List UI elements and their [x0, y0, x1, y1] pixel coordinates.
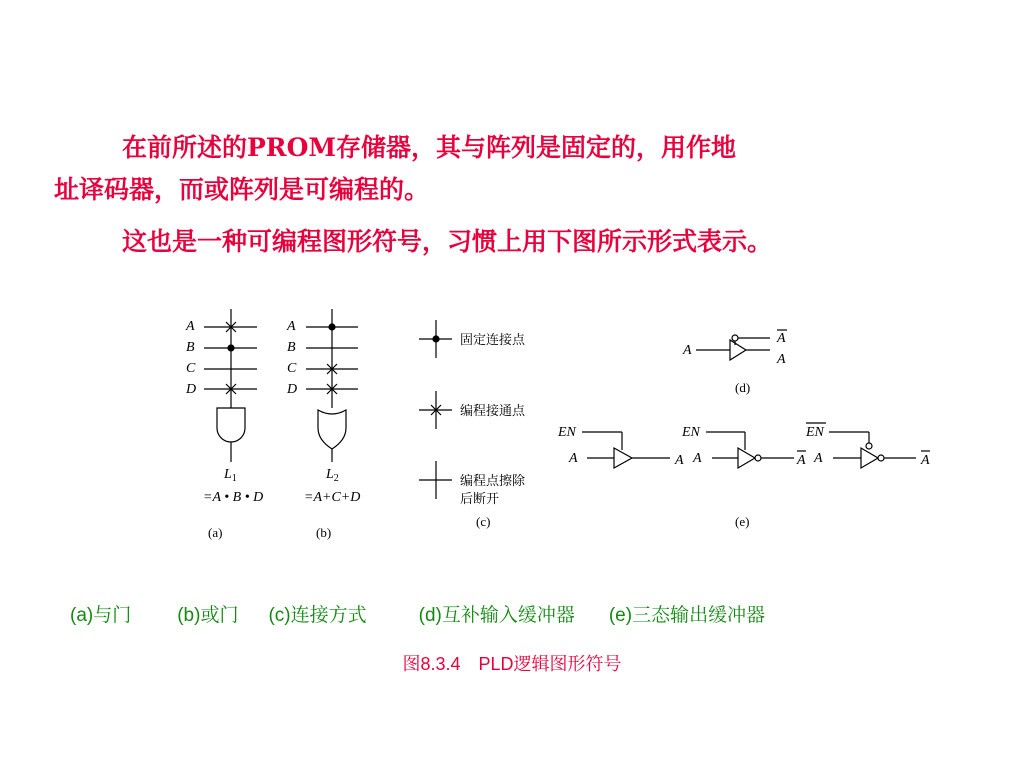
input-c-label-b: C [287, 361, 297, 376]
legend-d: (d)互补输入缓冲器 [418, 605, 575, 626]
intro-line-1: 在前所述的PROM存储器，其与阵列是固定的，用作地 [122, 133, 737, 162]
input-b-label-b: B [287, 340, 296, 355]
tristate3-input-label: A [814, 451, 823, 466]
buffer-true-output-label: A [777, 352, 786, 367]
tag-b: (b) [316, 525, 332, 540]
legend-b: (b)或门 [177, 605, 239, 626]
legend-a: (a)与门 [70, 605, 132, 626]
tristate3-enable-bar-label: EN [806, 425, 824, 440]
tristate3-output-label: A [921, 453, 930, 468]
input-a-label-a: A [186, 319, 195, 334]
complement-buffer-figure [696, 330, 787, 360]
tristate1-input-label: A [569, 451, 578, 466]
legend-e: (e)三态输出缓冲器 [608, 605, 766, 626]
legend-c: (c)连接方式 [268, 605, 367, 626]
tag-a: (a) [208, 525, 223, 540]
or-expression: =A+C+D [304, 490, 361, 505]
tristate1-enable-label: EN [558, 425, 576, 440]
input-d-label-a: D [186, 382, 197, 397]
tag-e: (e) [735, 514, 750, 529]
tristate2-enable-label: EN [682, 425, 700, 440]
figure-caption: 图8.3.4 PLD逻辑图形符号 [402, 654, 622, 674]
programmed-connection-label: 编程接通点 [460, 403, 526, 418]
erased-connection-label-1: 编程点擦除 [460, 473, 526, 488]
tag-c: (c) [476, 514, 491, 529]
fixed-connection-label: 固定连接点 [460, 332, 526, 347]
intro-line-3: 这也是一种可编程图形符号，习惯上用下图所示形式表示。 [122, 227, 773, 256]
input-c-label-a: C [186, 361, 196, 376]
tag-d: (d) [735, 380, 751, 395]
and-gate-figure [204, 309, 257, 462]
input-d-label-b: D [287, 382, 298, 397]
tristate-buffers-figure [582, 423, 930, 468]
or-gate-figure [306, 309, 358, 462]
and-expression: =A • B • D [203, 490, 264, 505]
figure-legend [70, 600, 811, 627]
connection-types-figure [419, 320, 452, 499]
buffer-input-label: A [683, 343, 692, 358]
tristate1-output-label: A [675, 453, 684, 468]
tristate2-output-label: A [797, 453, 806, 468]
output-l2-label: $L_2$ [326, 467, 339, 484]
erased-connection-label-2: 后断开 [460, 491, 500, 506]
buffer-comp-output-label: A [777, 331, 786, 346]
input-b-label-a: B [186, 340, 195, 355]
tristate2-input-label: A [693, 451, 702, 466]
output-l1-label: $L_1$ [224, 467, 237, 484]
intro-line-2: 址译码器，而或阵列是可编程的。 [54, 175, 430, 204]
input-a-label-b: A [287, 319, 296, 334]
